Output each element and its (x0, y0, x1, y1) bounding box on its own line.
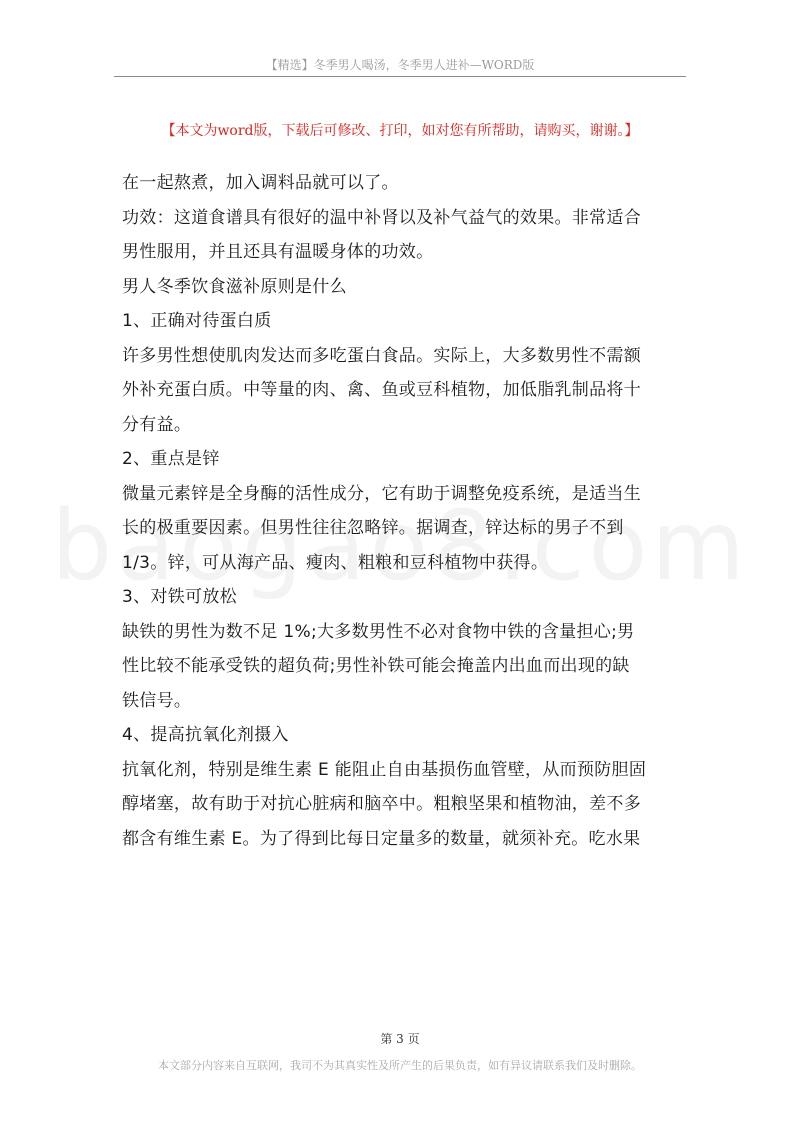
body-line: 分有益。 (122, 414, 192, 435)
body-line: 抗氧化剂，特别是维生素 E 能阻止自由基损伤血管壁，从而预防胆固 (122, 759, 647, 780)
page-footer-disclaimer: 本文部分内容来自互联网，我司不为其真实性及所产生的后果负责，如有异议请联系我们及时删除。 (158, 1059, 642, 1072)
document-body (122, 166, 686, 856)
section-heading: 1、正确对待蛋白质 (122, 311, 272, 331)
section-heading: 2、重点是锌 (122, 449, 220, 469)
page-number: 第 3 页 (380, 1032, 420, 1046)
page-header: 【精选】冬季男人喝汤，冬季男人进补—WORD版 (265, 58, 535, 72)
header-divider (114, 76, 686, 77)
body-line: 长的极重要因素。但男性往往忽略锌。据调查，锌达标的男子不到 (122, 518, 624, 538)
body-line: 都含有维生素 E。为了得到比每日定量多的数量，就须补充。吃水果 (122, 828, 641, 849)
body-line: 外补充蛋白质。中等量的肉、禽、鱼或豆科植物，加低脂乳制品将十 (122, 380, 641, 400)
body-line: 缺铁的男性为数不足 1%;大多数男性不必对食物中铁的含量担心;男 (122, 621, 635, 642)
body-line: 在一起熬煮，加入调料品就可以了。 (122, 173, 399, 193)
section-heading: 3、对铁可放松 (122, 587, 237, 607)
download-notice: 【本文为word版，下载后可修改、打印，如对您有所帮助，请购买，谢谢。】 (161, 123, 639, 139)
body-line: 微量元素锌是全身酶的活性成分，它有助于调整免疫系统，是适当生 (122, 483, 641, 504)
section-heading: 4、提高抗氧化剂摄入 (122, 725, 289, 745)
body-line: 许多男性想使肌肉发达而多吃蛋白食品。实际上，大多数男性不需额 (122, 345, 641, 366)
body-line: 1/3。锌，可从海产品、瘦肉、粗粮和豆科植物中获得。 (122, 552, 549, 573)
body-line: 功效：这道食谱具有很好的温中补肾以及补气益气的效果。非常适合 (122, 207, 641, 228)
body-line: 性比较不能承受铁的超负荷;男性补铁可能会掩盖内出血而出现的缺 (122, 656, 630, 676)
body-line: 男性服用，并且还具有温暖身体的功效。 (122, 242, 434, 262)
body-line: 铁信号。 (122, 690, 192, 711)
body-line: 醇堵塞，故有助于对抗心脏病和脑卒中。粗粮坚果和植物油，差不多 (122, 794, 641, 814)
section-heading: 男人冬季饮食滋补原则是什么 (122, 276, 347, 297)
